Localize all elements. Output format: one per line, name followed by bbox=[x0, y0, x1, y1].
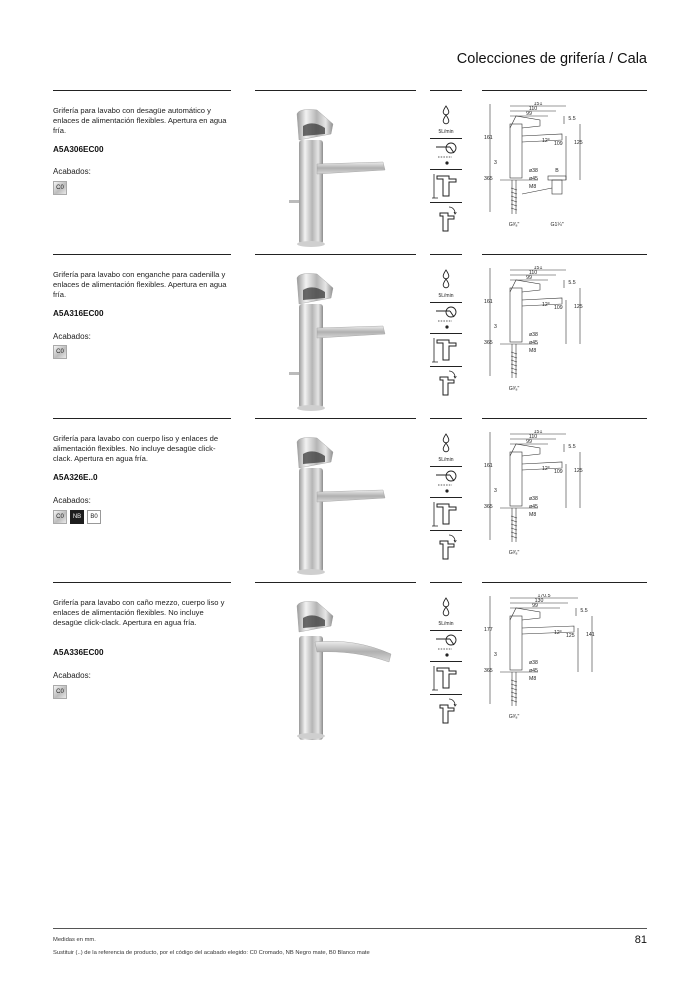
dim-label: 99 bbox=[526, 275, 532, 281]
finish-swatch-c0: C0 bbox=[53, 510, 67, 524]
product-description: Grifería para lavabo con desagüe automático y enlaces de alimentación flexibles. Apertura en agua fría. bbox=[53, 106, 227, 136]
finish-swatch-c0: C0 bbox=[53, 685, 67, 699]
spout-height-icon bbox=[430, 334, 462, 367]
dim-label: 3 bbox=[494, 324, 497, 330]
flow-rate: 5L/min bbox=[438, 293, 454, 299]
dim-label: 110 bbox=[528, 106, 538, 112]
dim-label: 12° bbox=[542, 466, 550, 472]
finish-swatches bbox=[53, 510, 101, 524]
finish-swatches bbox=[53, 345, 67, 359]
dim-label: ø45 bbox=[529, 340, 538, 346]
section-divider bbox=[53, 90, 231, 91]
dim-label: 141 bbox=[586, 632, 595, 638]
faucet-body bbox=[299, 304, 323, 408]
product-code: A5A306EC00 bbox=[53, 145, 104, 154]
drawing-lever bbox=[510, 444, 540, 456]
dim-label: G1¼" bbox=[550, 222, 564, 228]
product-description: Grifería para lavabo con caño mezzo, cuerpo liso y enlaces de alimentación flexibles. No incluye desagüe click-clack. Apertura en agua fría. bbox=[53, 598, 225, 628]
feature-icons bbox=[430, 432, 462, 563]
feature-icons bbox=[430, 268, 462, 399]
dim-label: G³⁄₈" bbox=[508, 222, 520, 228]
faucet-photo bbox=[255, 264, 416, 414]
dim-label: 365 bbox=[484, 340, 493, 346]
dim-label: 5.5 bbox=[580, 608, 588, 614]
cold-start-icon bbox=[430, 139, 462, 170]
faucet-photo bbox=[255, 428, 416, 578]
dim-label: 3 bbox=[494, 488, 497, 494]
dim-label: 109 bbox=[554, 305, 563, 311]
dim-label: 12° bbox=[554, 630, 562, 636]
dim-label: 99 bbox=[526, 439, 532, 445]
dim-label: 3 bbox=[494, 160, 497, 166]
dim-label: 5.5 bbox=[568, 280, 576, 286]
finish-swatch-c0: C0 bbox=[53, 345, 67, 359]
footnote-units: Medidas en mm. bbox=[53, 937, 96, 943]
faucet-spout bbox=[317, 326, 385, 338]
cold-start-icon bbox=[430, 467, 462, 498]
section-divider bbox=[255, 418, 416, 419]
section-divider bbox=[430, 90, 462, 91]
finish-swatches bbox=[53, 181, 67, 195]
product-code: A5A326E..0 bbox=[53, 473, 98, 482]
dim-label: G³⁄₈" bbox=[508, 714, 520, 720]
dim-label: 177 bbox=[484, 627, 493, 633]
section-divider bbox=[482, 254, 647, 255]
drawing-body bbox=[510, 288, 522, 342]
drawing-lever bbox=[510, 280, 540, 292]
flow-rate: 5L/min bbox=[438, 457, 454, 463]
dim-label: 151 bbox=[533, 102, 543, 107]
dim-label: 125 bbox=[574, 140, 583, 146]
finishes-label: Acabados: bbox=[53, 167, 91, 176]
dim-label: 130 bbox=[534, 598, 544, 604]
faucet-photo bbox=[255, 100, 416, 250]
dim-label: 125 bbox=[566, 633, 575, 639]
dim-label: M8 bbox=[529, 184, 537, 190]
feature-icons bbox=[430, 104, 462, 235]
spout-height-icon bbox=[430, 662, 462, 695]
product-section bbox=[0, 418, 700, 584]
dim-label: G³⁄₈" bbox=[508, 386, 520, 392]
drawing-body bbox=[510, 452, 522, 506]
drawing-lever bbox=[510, 608, 540, 620]
footer-divider bbox=[53, 928, 647, 929]
lever-rotation-icon bbox=[430, 531, 462, 563]
eco-flow-icon bbox=[430, 104, 462, 139]
section-divider bbox=[255, 90, 416, 91]
pop-up-link bbox=[522, 188, 552, 194]
section-divider bbox=[430, 582, 462, 583]
dim-label: 5.5 bbox=[568, 116, 576, 122]
eco-flow-icon bbox=[430, 432, 462, 467]
section-divider bbox=[255, 254, 416, 255]
faucet-base bbox=[297, 733, 325, 739]
finish-swatch-nb: NB bbox=[70, 510, 84, 524]
technical-drawing bbox=[482, 594, 647, 744]
finishes-label: Acabados: bbox=[53, 332, 91, 341]
finish-swatch-b0: B0 bbox=[87, 510, 101, 524]
faucet-spout bbox=[317, 162, 385, 174]
lever-rotation-icon bbox=[430, 695, 462, 727]
lever-rotation-icon bbox=[430, 203, 462, 235]
faucet-spout bbox=[315, 641, 391, 662]
section-divider bbox=[53, 582, 231, 583]
dim-label: 99 bbox=[526, 111, 532, 117]
section-divider bbox=[482, 582, 647, 583]
section-divider bbox=[482, 418, 647, 419]
feature-icons bbox=[430, 596, 462, 727]
product-section bbox=[0, 90, 700, 256]
dim-label: M8 bbox=[529, 512, 537, 518]
dim-label: ø38 bbox=[529, 496, 538, 502]
flow-rate: 5L/min bbox=[438, 621, 454, 627]
dim-label: 151 bbox=[533, 266, 543, 271]
section-divider bbox=[430, 418, 462, 419]
dim-label: 151 bbox=[533, 430, 543, 435]
faucet-body bbox=[299, 468, 323, 572]
section-divider bbox=[430, 254, 462, 255]
dim-label: 12° bbox=[542, 302, 550, 308]
dim-label: 170.5 bbox=[537, 594, 551, 599]
dim-label: ø38 bbox=[529, 168, 538, 174]
section-divider bbox=[255, 582, 416, 583]
product-section bbox=[0, 582, 700, 748]
dim-label: 12° bbox=[542, 138, 550, 144]
lever-rotation-icon bbox=[430, 367, 462, 399]
eco-flow-icon bbox=[430, 596, 462, 631]
dim-label: G³⁄₈" bbox=[508, 550, 520, 556]
drawing-lever bbox=[510, 116, 540, 128]
section-divider bbox=[53, 254, 231, 255]
cold-start-icon bbox=[430, 631, 462, 662]
finish-swatch-c0: C0 bbox=[53, 181, 67, 195]
dim-label: 110 bbox=[528, 270, 538, 276]
product-section bbox=[0, 254, 700, 420]
faucet-spout bbox=[317, 490, 385, 502]
dim-label: 110 bbox=[528, 434, 538, 440]
faucet-photo bbox=[255, 592, 416, 742]
dim-label: 365 bbox=[484, 176, 493, 182]
product-code: A5A336EC00 bbox=[53, 648, 104, 657]
spout-height-icon bbox=[430, 170, 462, 203]
dim-label: ø38 bbox=[529, 660, 538, 666]
cold-start-icon bbox=[430, 303, 462, 334]
dim-label: 161 bbox=[484, 299, 493, 305]
faucet-base bbox=[297, 405, 325, 411]
dim-label: 99 bbox=[532, 603, 538, 609]
dim-label: 5.5 bbox=[568, 444, 576, 450]
dim-label: 161 bbox=[484, 135, 493, 141]
product-description: Grifería para lavabo con cuerpo liso y enlaces de alimentación flexibles. No incluye desagüe click-clack. Apertura en agua fría. bbox=[53, 434, 219, 464]
dim-label: ø45 bbox=[529, 504, 538, 510]
section-divider bbox=[53, 418, 231, 419]
waste-valve bbox=[552, 180, 562, 194]
technical-drawing bbox=[482, 102, 647, 252]
product-code: A5A316EC00 bbox=[53, 309, 104, 318]
faucet-body bbox=[299, 140, 323, 244]
finishes-label: Acabados: bbox=[53, 671, 91, 680]
dim-label: 365 bbox=[484, 668, 493, 674]
page-number: 81 bbox=[634, 934, 647, 946]
pop-up-rod bbox=[289, 372, 299, 375]
dim-label: 125 bbox=[574, 304, 583, 310]
spout-height-icon bbox=[430, 498, 462, 531]
dim-label: ø38 bbox=[529, 332, 538, 338]
dim-label: 109 bbox=[554, 141, 563, 147]
dim-label: ø45 bbox=[529, 176, 538, 182]
dim-label: 109 bbox=[554, 469, 563, 475]
product-description: Grifería para lavabo con enganche para cadenilla y enlaces de alimentación flexibles. Apertura en agua fría. bbox=[53, 270, 227, 300]
finish-swatches bbox=[53, 685, 67, 699]
waste-valve-top bbox=[548, 176, 566, 180]
pop-up-rod bbox=[289, 200, 299, 203]
dim-label: M8 bbox=[529, 676, 537, 682]
dim-label: 125 bbox=[574, 468, 583, 474]
section-divider bbox=[482, 90, 647, 91]
drawing-body bbox=[510, 616, 522, 670]
dim-label: 161 bbox=[484, 463, 493, 469]
page-title: Colecciones de grifería / Cala bbox=[456, 51, 647, 67]
dim-label: ø45 bbox=[529, 668, 538, 674]
dim-label: 365 bbox=[484, 504, 493, 510]
technical-drawing bbox=[482, 266, 647, 416]
dim-label: 3 bbox=[494, 652, 497, 658]
finishes-label: Acabados: bbox=[53, 496, 91, 505]
dim-label: B bbox=[555, 168, 559, 174]
flow-rate: 5L/min bbox=[438, 129, 454, 135]
technical-drawing bbox=[482, 430, 647, 580]
faucet-base bbox=[297, 241, 325, 247]
eco-flow-icon bbox=[430, 268, 462, 303]
dim-label: M8 bbox=[529, 348, 537, 354]
drawing-body bbox=[510, 124, 522, 178]
footnote-finish-codes: Sustituir (..) de la referencia de producto, por el código del acabado elegido: C0 Cromado, NB Negro mate, B0 Blanco mate bbox=[53, 950, 370, 956]
faucet-base bbox=[297, 569, 325, 575]
